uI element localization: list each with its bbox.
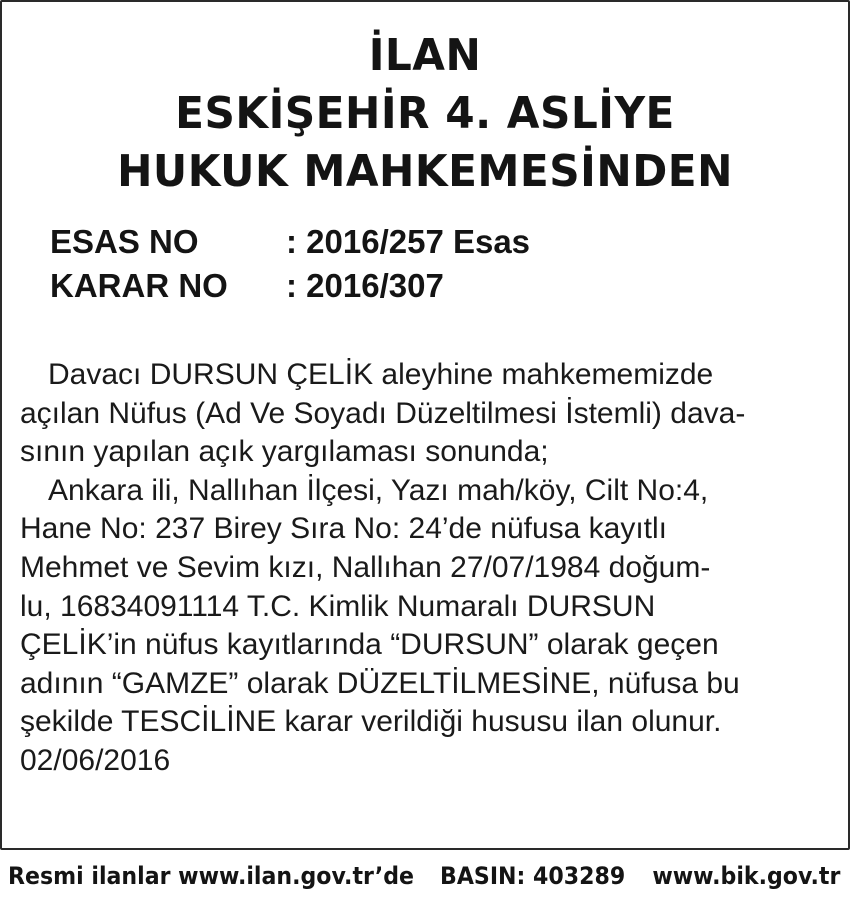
esas-row <box>50 222 530 262</box>
footer-bar <box>0 851 850 901</box>
body-line: ÇELİK’in nüfus kayıtlarında “DURSUN” olarak geçen <box>20 628 719 662</box>
esas-value: : 2016/257 Esas <box>286 223 531 260</box>
body-line: sının yapılan açık yargılaması sonunda; <box>20 435 549 469</box>
esas-label: ESAS NO <box>50 223 199 260</box>
notice-date: 02/06/2016 <box>20 743 171 777</box>
body-line: Mehmet ve Sevim kızı, Nallıhan 27/07/1984 doğum- <box>20 550 711 584</box>
court-name-line2: HUKUK MAHKEMESİNDEN <box>117 146 733 197</box>
karar-label: KARAR NO <box>50 267 228 304</box>
body-line: Ankara ili, Nallıhan İlçesi, Yazı mah/köy, Cilt No:4, <box>48 473 709 507</box>
notice-title: İLAN <box>368 30 482 81</box>
body-line: lu, 16834091114 T.C. Kimlik Numaralı DURSUN <box>20 589 656 623</box>
basin-number: BASIN: 403289 <box>440 862 626 890</box>
body-line: adının “GAMZE” olarak DÜZELTİLMESİNE, nüfusa bu <box>20 666 740 700</box>
karar-row <box>50 266 444 306</box>
court-name-line1: ESKİŞEHİR 4. ASLİYE <box>175 88 675 139</box>
notice-body <box>20 356 820 781</box>
karar-value: : 2016/307 <box>286 267 444 304</box>
body-line: şekilde TESCİLİNE karar verildiği hususu ilan olunur. <box>20 705 722 739</box>
bik-site-link[interactable]: www.bik.gov.tr <box>651 862 840 890</box>
body-line: Davacı DURSUN ÇELİK aleyhine mahkememizde <box>48 358 714 391</box>
official-ads-link[interactable]: Resmi ilanlar www.ilan.gov.tr’de <box>8 862 414 890</box>
body-line: Hane No: 237 Birey Sıra No: 24’de nüfusa kayıtlı <box>20 512 668 546</box>
body-line: açılan Nüfus (Ad Ve Soyadı Düzeltilmesi İstemli) dava- <box>20 396 746 430</box>
